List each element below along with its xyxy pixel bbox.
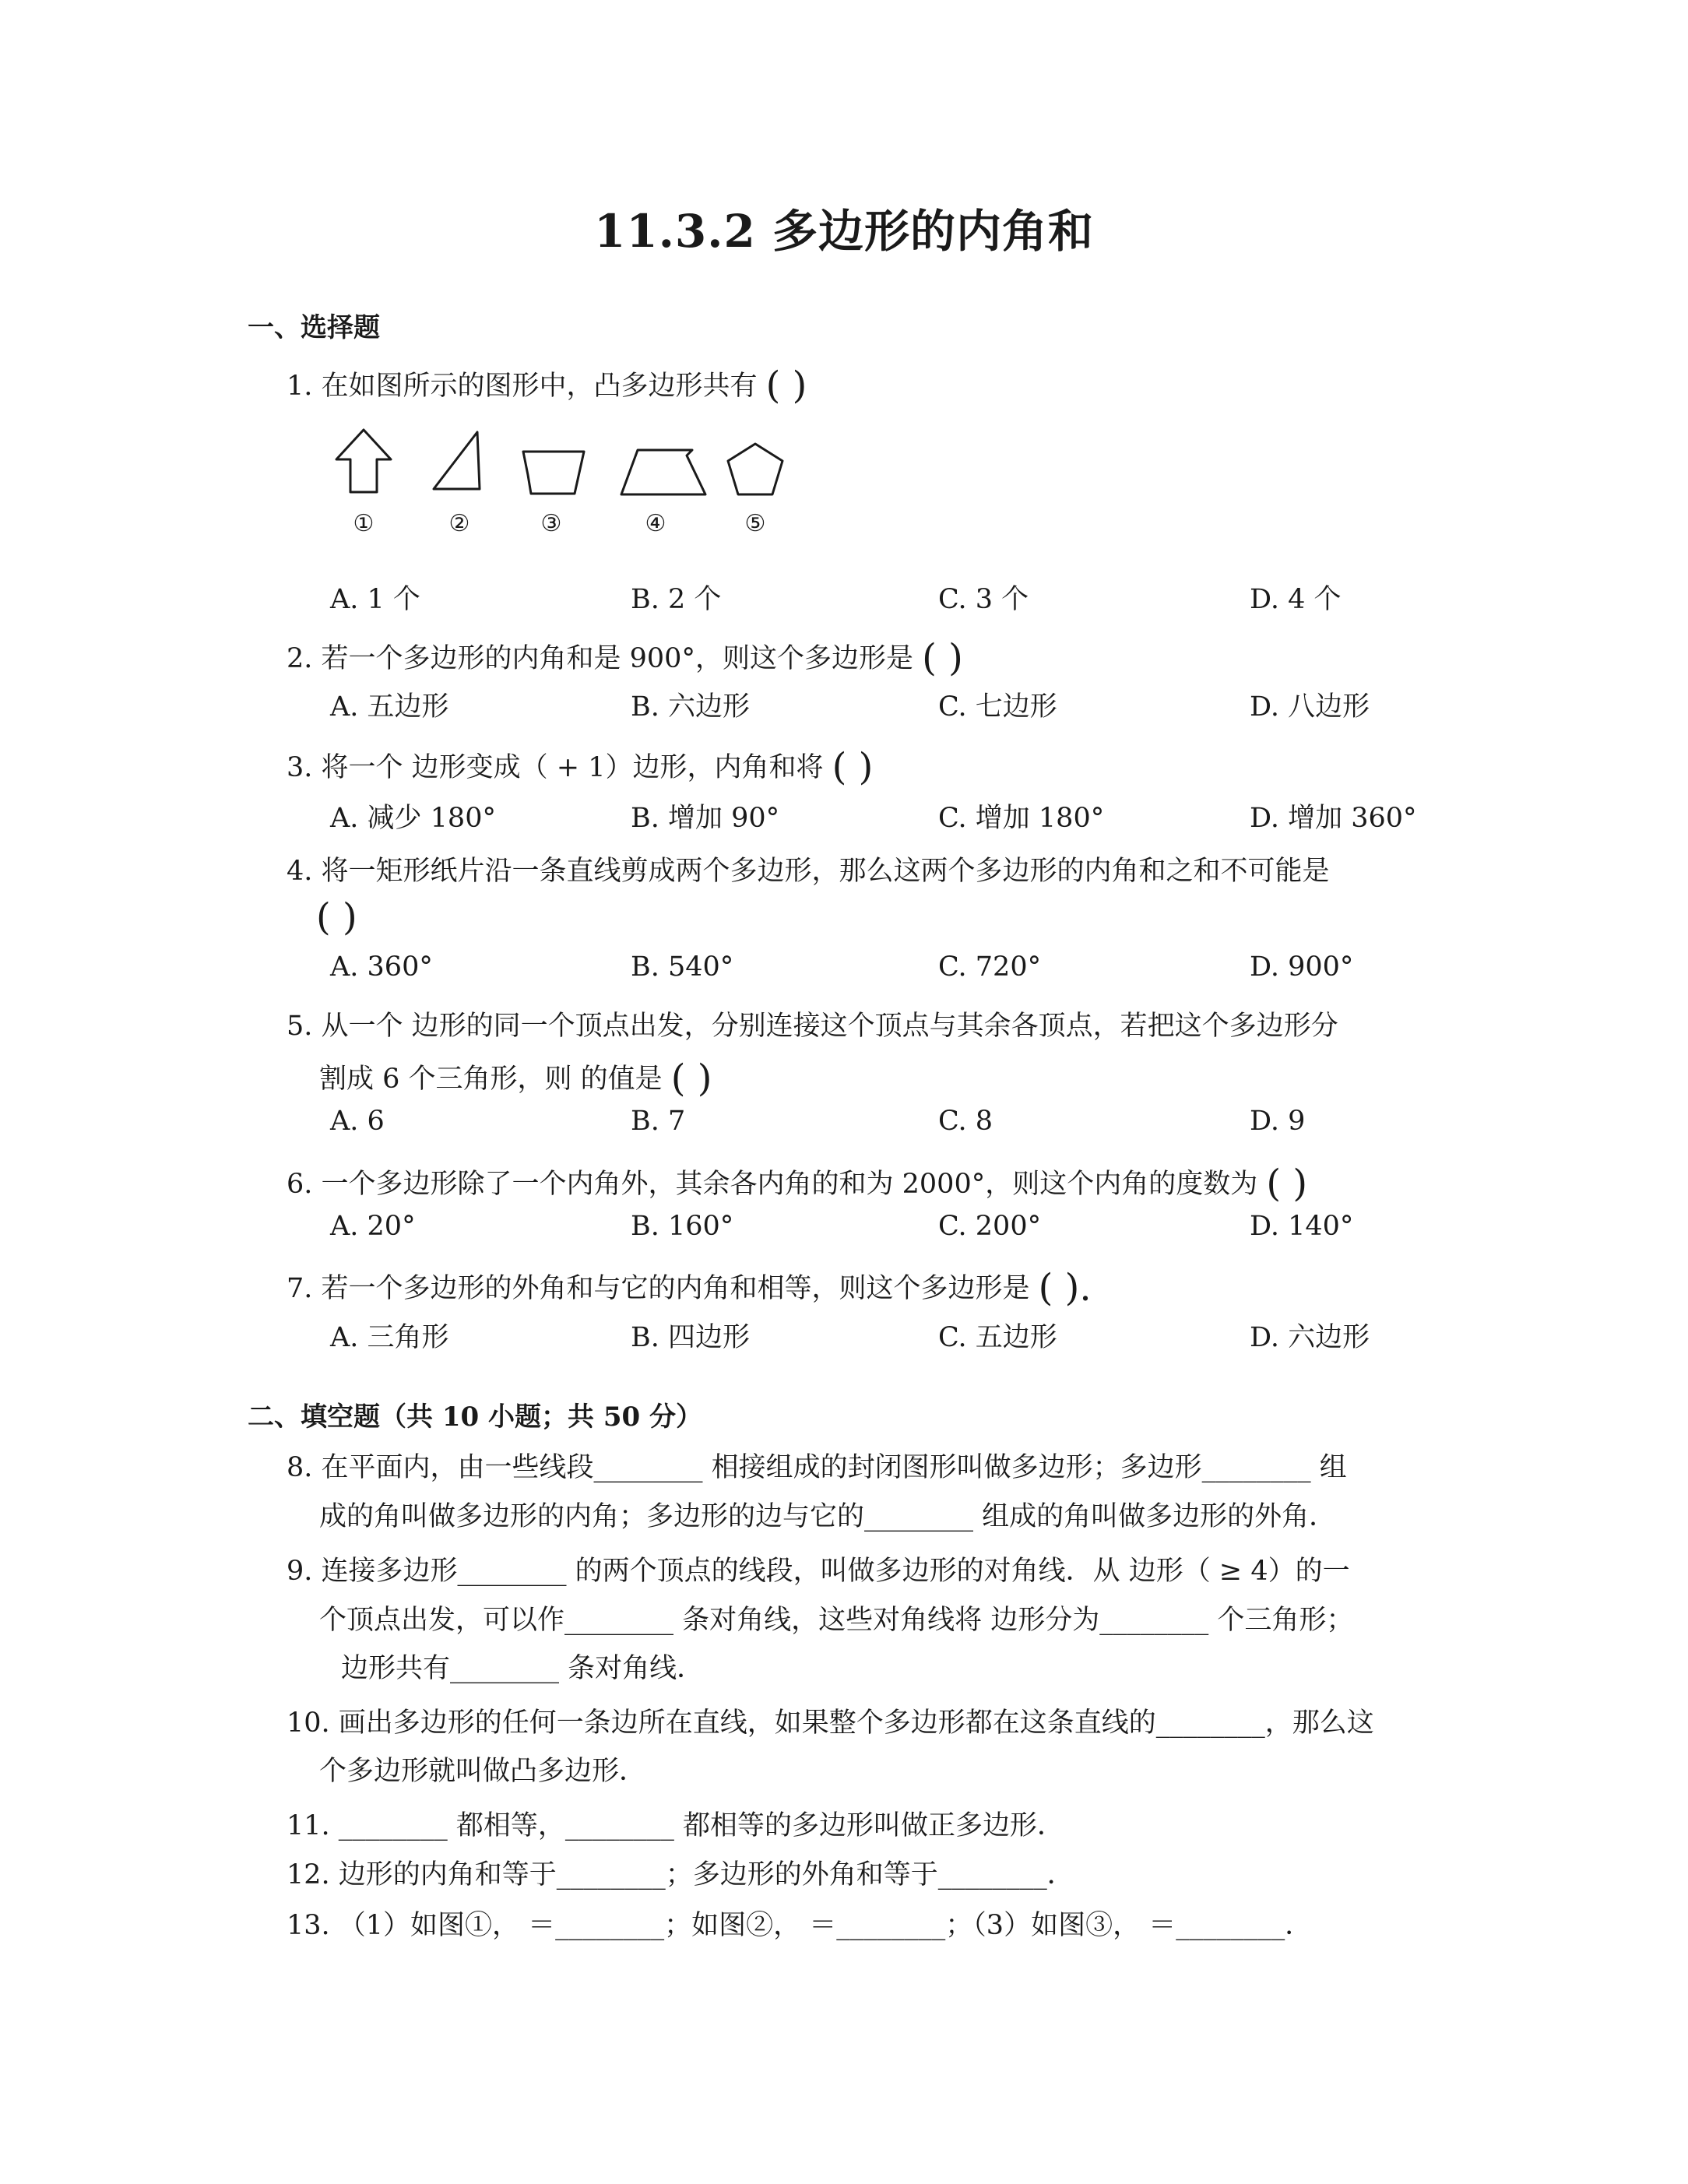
figure-pentagon-shape bbox=[728, 444, 782, 494]
question-4-text: 4. 将一矩形纸片沿一条直线剪成两个多边形，那么这两个多边形的内角和之和不可能是 bbox=[287, 856, 1330, 887]
q7-option-c: C. 五边形 bbox=[938, 1322, 1057, 1353]
q4-option-d: D. 900° bbox=[1250, 951, 1354, 983]
q7-option-a: A. 三角形 bbox=[330, 1322, 449, 1353]
question-11-text: 11. ________ 都相等，________ 都相等的多边形叫做正多边形． bbox=[287, 1810, 1065, 1841]
q4-option-b: B. 540° bbox=[631, 951, 734, 983]
q7-option-b: B. 四边形 bbox=[631, 1322, 750, 1353]
answer-paren: ( ) bbox=[832, 745, 874, 789]
answer-paren: ( ) bbox=[1266, 1162, 1308, 1205]
question-5-text-line2: 割成 6 个三角形，则 的值是 ( ) bbox=[319, 1057, 712, 1100]
answer-paren: ( ) bbox=[316, 895, 357, 939]
q7-option-d: D. 六边形 bbox=[1250, 1322, 1370, 1353]
question-12-text: 12. 边形的内角和等于________；多边形的外角和等于________． bbox=[287, 1859, 1074, 1890]
figure-arrow-shape bbox=[336, 430, 391, 492]
question-10-text-line1: 10. 画出多边形的任何一条边所在直线，如果整个多边形都在这条直线的________，那么这 bbox=[287, 1707, 1374, 1739]
question-9-text-line1: 9. 连接多边形________ 的两个顶点的线段，叫做多边形的对角线．从 边形（ ≥ 4）的一 bbox=[287, 1556, 1350, 1587]
question-2-text: 2. 若一个多边形的内角和是 900°，则这个多边形是 ( ) bbox=[287, 636, 963, 680]
q6-option-a: A. 20° bbox=[330, 1211, 416, 1242]
figure-label-2: ② bbox=[448, 510, 470, 537]
answer-paren: ( ) bbox=[922, 636, 963, 680]
q6-option-d: D. 140° bbox=[1250, 1211, 1354, 1242]
polygon-figures bbox=[327, 420, 810, 545]
q1-option-d: D. 4 个 bbox=[1250, 584, 1342, 615]
q3-option-b: B. 增加 90° bbox=[631, 803, 780, 834]
question-9-text-line2: 个顶点出发，可以作________ 条对角线，这些对角线将 边形分为________ 个三角形； bbox=[319, 1605, 1354, 1636]
page-title: 11.3.2 多边形的内角和 bbox=[593, 205, 1094, 258]
question-1-text: 1. 在如图所示的图形中，凸多边形共有 ( ) bbox=[287, 364, 807, 407]
q1-option-c: C. 3 个 bbox=[938, 584, 1029, 615]
q6-option-b: B. 160° bbox=[631, 1211, 734, 1242]
q5-option-a: A. 6 bbox=[330, 1106, 385, 1137]
question-7-text: 7. 若一个多边形的外角和与它的内角和相等，则这个多边形是 ( ). bbox=[287, 1266, 1092, 1310]
answer-paren: ( ). bbox=[1038, 1266, 1092, 1310]
question-13-text: 13. （1）如图①， ＝________；如图②， ＝________；（3）如图③， ＝________． bbox=[287, 1910, 1313, 1941]
q3-option-d: D. 增加 360° bbox=[1250, 803, 1417, 834]
figure-label-3: ③ bbox=[540, 510, 562, 537]
question-8-text-line2: 成的角叫做多边形的内角；多边形的边与它的________ 组成的角叫做多边形的外角． bbox=[319, 1501, 1337, 1532]
q3-option-a: A. 减少 180° bbox=[330, 803, 496, 834]
q4-option-c: C. 720° bbox=[938, 951, 1042, 983]
question-6-text: 6. 一个多边形除了一个内角外，其余各内角的和为 2000°，则这个内角的度数为 ( ) bbox=[287, 1162, 1308, 1205]
q2-option-a: A. 五边形 bbox=[330, 691, 449, 723]
figure-label-1: ① bbox=[353, 510, 375, 537]
q5-option-c: C. 8 bbox=[938, 1106, 993, 1137]
q6-option-c: C. 200° bbox=[938, 1211, 1042, 1242]
q2-option-c: C. 七边形 bbox=[938, 691, 1057, 723]
section-heading-choice: 一、选择题 bbox=[248, 312, 380, 343]
question-8-text-line1: 8. 在平面内，由一些线段________ 相接组成的封闭图形叫做多边形；多边形________ 组 bbox=[287, 1452, 1347, 1483]
question-10-text-line2: 个多边形就叫做凸多边形． bbox=[319, 1756, 647, 1787]
answer-paren: ( ) bbox=[765, 364, 807, 407]
q2-option-b: B. 六边形 bbox=[631, 691, 750, 723]
figure-label-5: ⑤ bbox=[744, 510, 766, 537]
figure-triangle-shape bbox=[434, 432, 480, 489]
q5-option-d: D. 9 bbox=[1250, 1106, 1306, 1137]
q4-option-a: A. 360° bbox=[330, 951, 433, 983]
q5-option-b: B. 7 bbox=[631, 1106, 686, 1137]
figure-trapezoid-shape bbox=[621, 450, 705, 494]
q2-option-d: D. 八边形 bbox=[1250, 691, 1370, 723]
figure-label-4: ④ bbox=[645, 510, 666, 537]
q1-option-a: A. 1 个 bbox=[330, 584, 420, 615]
question-3-text: 3. 将一个 边形变成（ + 1）边形，内角和将 ( ) bbox=[287, 745, 874, 789]
figure-concave-quad-shape bbox=[523, 452, 584, 494]
question-9-text-line3: 边形共有________ 条对角线． bbox=[341, 1653, 705, 1684]
answer-paren: ( ) bbox=[670, 1057, 712, 1100]
q1-option-b: B. 2 个 bbox=[631, 584, 722, 615]
q3-option-c: C. 增加 180° bbox=[938, 803, 1105, 834]
question-5-text-line1: 5. 从一个 边形的同一个顶点出发，分别连接这个顶点与其余各顶点，若把这个多边形分 bbox=[287, 1011, 1338, 1042]
section-heading-fill: 二、填空题（共 10 小题；共 50 分） bbox=[248, 1401, 702, 1433]
